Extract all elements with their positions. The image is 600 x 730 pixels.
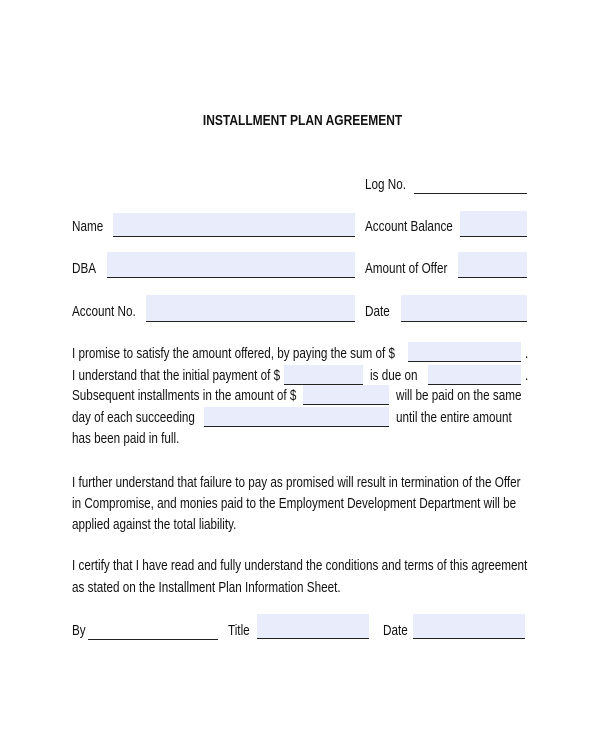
title-field[interactable] bbox=[257, 614, 369, 639]
account-balance-field[interactable] bbox=[460, 211, 527, 237]
name-label: Name bbox=[72, 218, 104, 235]
amount-of-offer-field[interactable] bbox=[458, 252, 527, 278]
initial-payment-field[interactable] bbox=[284, 365, 363, 385]
para1-line5: has been paid in full. bbox=[72, 430, 180, 447]
log-no-field[interactable] bbox=[414, 192, 527, 194]
account-balance-label: Account Balance bbox=[365, 218, 453, 235]
para1-line2a: I understand that the initial payment of $ bbox=[72, 367, 281, 384]
para2-line3: applied against the total liability. bbox=[72, 516, 237, 533]
form-title-text: INSTALLMENT PLAN AGREEMENT bbox=[203, 112, 403, 129]
account-no-field[interactable] bbox=[146, 295, 355, 322]
para2-line1: I further understand that failure to pay as promised will result in termination of the Offer bbox=[72, 474, 521, 491]
by-label: By bbox=[72, 622, 86, 639]
para3-line2: as stated on the Installment Plan Information Sheet. bbox=[72, 579, 341, 596]
para1-line3a: Subsequent installments in the amount of $ bbox=[72, 387, 297, 404]
due-on-field[interactable] bbox=[428, 365, 521, 385]
para1-line3b: will be paid on the same bbox=[396, 387, 522, 404]
succeeding-period-field[interactable] bbox=[204, 407, 389, 427]
para1-period1: . bbox=[525, 345, 529, 362]
sum-field[interactable] bbox=[408, 342, 521, 362]
para1-line1: I promise to satisfy the amount offered, by paying the sum of $ bbox=[72, 345, 396, 362]
account-no-label: Account No. bbox=[72, 303, 136, 320]
para2-line2: in Compromise, and monies paid to the Employment Development Department will be bbox=[72, 495, 517, 512]
date-label: Date bbox=[365, 303, 390, 320]
log-no-label: Log No. bbox=[365, 176, 406, 193]
dba-label: DBA bbox=[72, 260, 97, 277]
installment-amount-field[interactable] bbox=[303, 385, 389, 405]
para1-period2: . bbox=[525, 367, 529, 384]
form-title bbox=[0, 112, 600, 129]
para1-line4b: until the entire amount bbox=[396, 409, 512, 426]
para3-line1: I certify that I have read and fully understand the conditions and terms of this agreement bbox=[72, 557, 528, 574]
dba-field[interactable] bbox=[107, 252, 355, 278]
signature-date-field[interactable] bbox=[413, 614, 525, 639]
para1-line4a: day of each succeeding bbox=[72, 409, 195, 426]
amount-of-offer-label: Amount of Offer bbox=[365, 260, 448, 277]
title-label: Title bbox=[228, 622, 250, 639]
name-field[interactable] bbox=[113, 213, 355, 237]
date-field[interactable] bbox=[401, 295, 527, 322]
para1-line2b: is due on bbox=[370, 367, 418, 384]
signature-date-label: Date bbox=[383, 622, 408, 639]
signature-field[interactable] bbox=[88, 638, 218, 640]
